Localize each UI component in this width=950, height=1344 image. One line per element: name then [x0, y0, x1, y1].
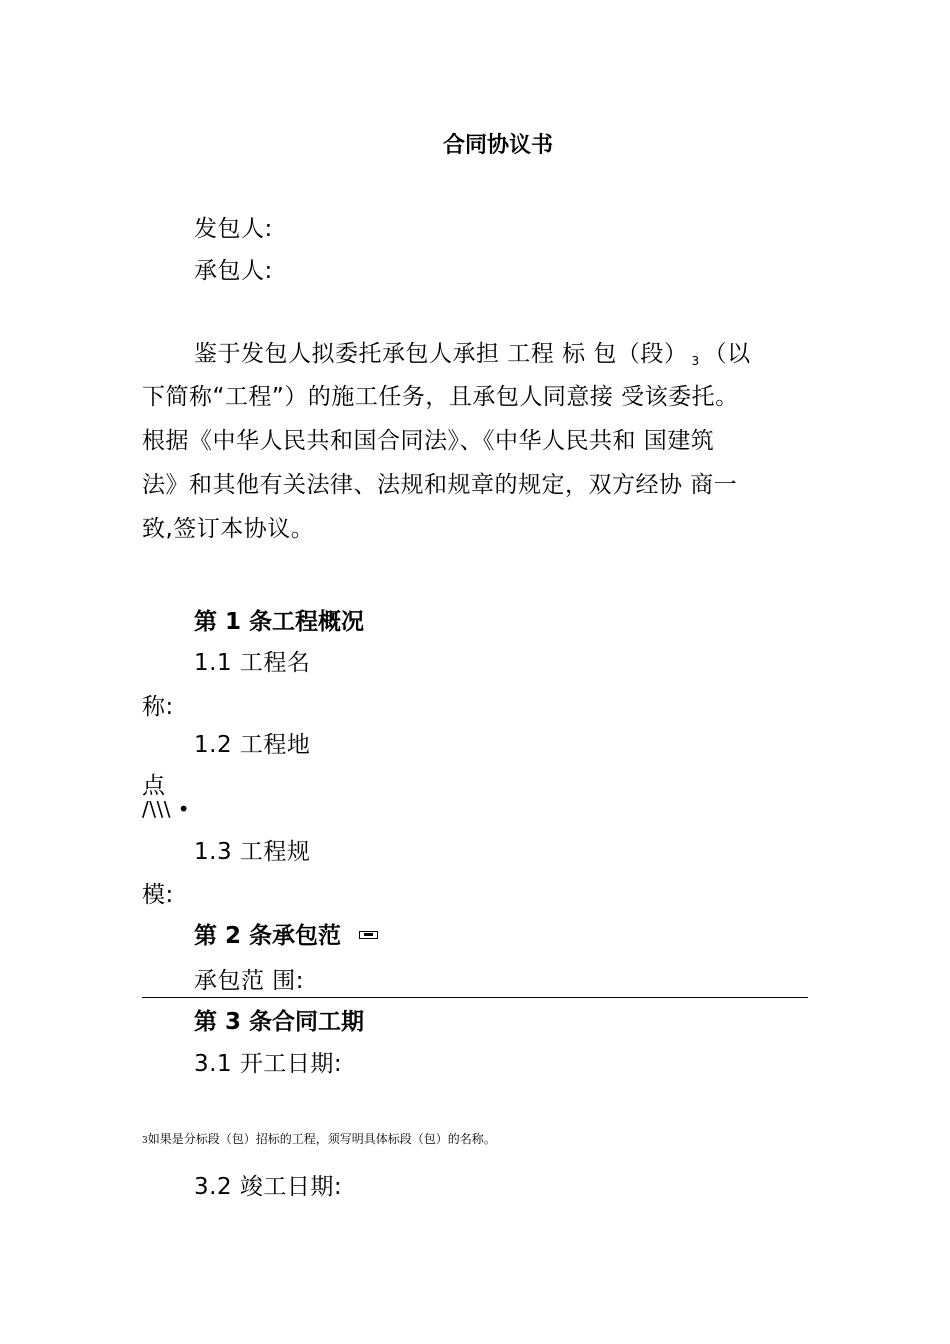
scan-artifact-icon	[359, 931, 378, 939]
divider-line	[142, 997, 808, 998]
item-1-3-label: 1.3 工程规	[194, 839, 311, 865]
item-1-2-label-cont: 点	[142, 773, 166, 799]
item-1-3-label-cont: 模:	[142, 882, 174, 908]
preamble-line-1	[194, 335, 751, 368]
item-1-2-artifact: /\\\ •	[142, 797, 191, 821]
footnote	[142, 1130, 496, 1147]
start-date-label: 3.1 开工日期:	[194, 1051, 343, 1077]
scope-label: 承包范 围:	[194, 968, 305, 994]
footnote-text: 如果是分标段（包）招标的工程，须写明具体标段（包）的名称。	[147, 1132, 496, 1146]
preamble-line-3: 根据《中华人民共和国合同法》、《中华人民共和 国建筑	[142, 428, 715, 454]
item-1-2-label: 1.2 工程地	[194, 732, 311, 758]
footnote-reference: 3	[691, 354, 700, 368]
item-1-1-label: 1.1 工程名	[194, 650, 311, 676]
footnote-mark: 3	[142, 1136, 148, 1146]
page-title: 合同协议书	[443, 133, 554, 158]
employer-label: 发包人:	[194, 216, 273, 242]
preamble-line-1-tail: （以	[703, 341, 751, 367]
preamble-line-2: 下简称“工程”）的施工任务，且承包人同意接 受该委托。	[142, 384, 739, 410]
preamble-line-5: 致,签订本协议。	[142, 516, 315, 542]
item-1-1-label-cont: 称:	[142, 694, 174, 720]
article-1-heading: 第 1 条工程概况	[194, 609, 365, 635]
article-2-heading-text: 第 2 条承包范	[194, 923, 342, 949]
preamble-line-1-text: 鉴于发包人拟委托承包人承担 工程 标 包（段）	[194, 341, 688, 367]
contractor-label: 承包人:	[194, 258, 273, 284]
preamble-line-4: 法》和其他有关法律、法规和规章的规定，双方经协 商一	[142, 472, 738, 498]
article-3-heading: 第 3 条合同工期	[194, 1009, 365, 1035]
article-2-heading	[194, 917, 378, 950]
end-date-label: 3.2 竣工日期:	[194, 1174, 343, 1200]
